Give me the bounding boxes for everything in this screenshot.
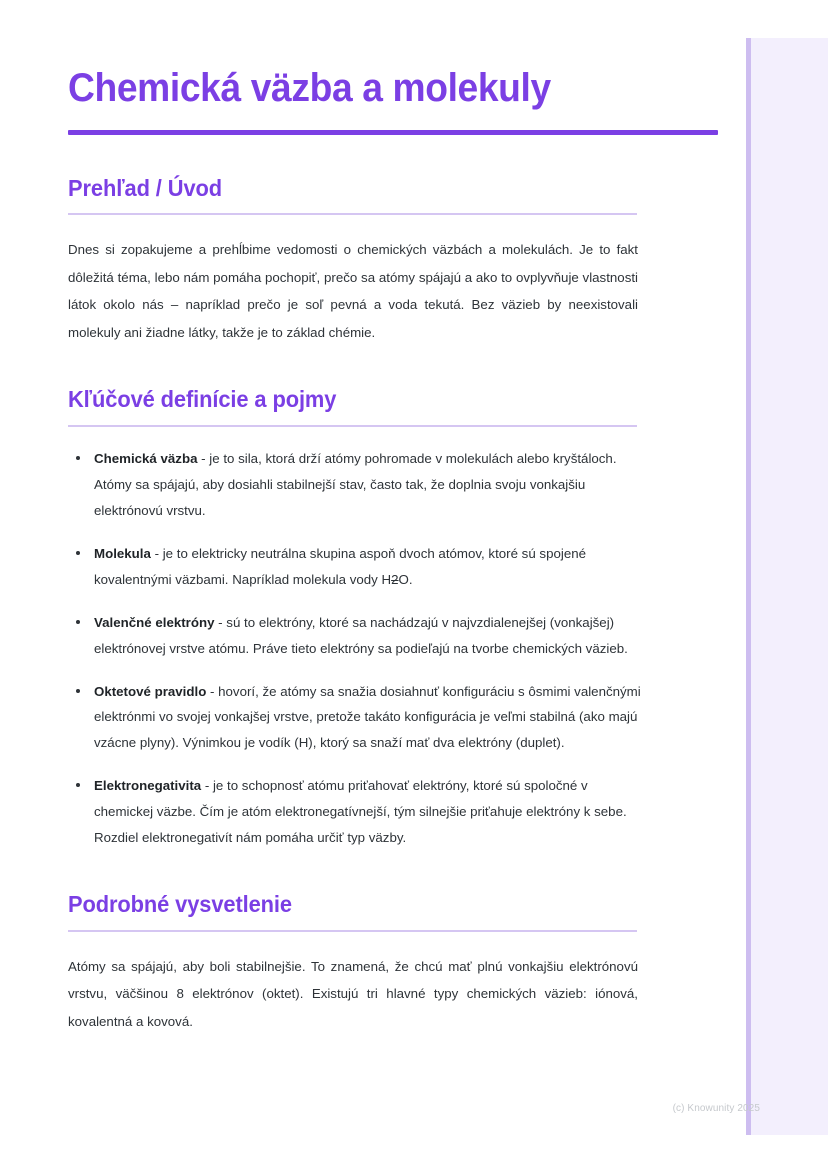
paragraph: Atómy sa spájajú, aby boli stabilnejšie. To znamená, že chcú mať plnú vonkajšiu elektrónovú vrstvu, väčšinou 8 elektrónov (oktet). Existujú tri hlavné typy chemických väzieb: iónová, kovalentná a kovová. (68, 958, 638, 1029)
list-item (68, 610, 648, 662)
definition-term: Molekula (94, 545, 151, 561)
definition-text-after: O. (398, 571, 413, 587)
definition-text: - je to sila, ktorá drží atómy pohromade v molekulách alebo kryštáloch. Atómy sa spájajú, aby dosiahli stabilnejší stav, často tak, že doplnia svoju vonkajšiu elektrónovú vrstvu. (94, 451, 617, 518)
list-item (68, 446, 648, 524)
definition-text: - je to elektricky neutrálna skupina aspoň dvoch atómov, ktoré sú spojené kovalentnými väzbami. Napríklad molekula vody H (94, 545, 587, 587)
title-divider (68, 130, 718, 135)
list-item (68, 679, 648, 757)
section-divider (68, 930, 637, 932)
section-heading: Podrobné vysvetlenie (68, 891, 292, 918)
page-title: Chemická väzba a molekuly (68, 66, 551, 110)
definition-term: Oktetové pravidlo (94, 683, 207, 699)
definitions-list (68, 446, 648, 851)
list-item (68, 773, 648, 851)
bullet-dot-icon (76, 783, 80, 787)
definition-text: - sú to elektróny, ktoré sa nachádzajú v najvzdialenejšej (vonkajšej) elektrónovej vrstve atómu. Práve tieto elektróny sa podieľajú na tvorbe chemických väzieb. (94, 614, 628, 656)
document-content (68, 0, 720, 1035)
footer-copyright: (c) Knowunity 2025 (672, 1103, 760, 1114)
bullet-dot-icon (76, 456, 80, 460)
definition-text: - je to schopnosť atómu priťahovať elektróny, ktoré sú spoločné v chemickej väzbe. Čím je atóm elektronegatívnejší, tým silnejšie priťahuje elektróny k sebe. Rozdiel elektronegativít nám pomáha určiť typ väzby. (94, 778, 627, 846)
section-heading: Prehľad / Úvod (68, 174, 223, 201)
paragraph: Dnes si zopakujeme a prehĺbime vedomosti o chemických väzbách a molekulách. Je to fakt dôležitá téma, lebo nám pomáha pochopiť, prečo sa atómy spájajú a ako to ovplyvňuje vlastnosti látok okolo nás – napríklad prečo je soľ pevná a voda tekutá. Bez väzieb by neexistovali molekuly ani žiadne látky, takže je to základ chémie. (68, 242, 638, 340)
bullet-dot-icon (76, 620, 80, 624)
bullet-dot-icon (76, 689, 80, 693)
section-divider (68, 425, 637, 427)
section-podrobne-vysvetlenie (68, 891, 720, 1035)
right-sidebar-strip-edge (746, 38, 751, 1135)
definition-term: Elektronegativita (94, 778, 202, 794)
list-item (68, 541, 648, 593)
definition-term: Valenčné elektróny (94, 614, 215, 630)
bullet-dot-icon (76, 551, 80, 555)
section-heading: Kľúčové definície a pojmy (68, 386, 337, 413)
section-divider (68, 213, 637, 215)
section-kluczove-definicie (68, 386, 720, 851)
definition-term: Chemická väzba (94, 451, 198, 467)
section-prehlad-uvod (68, 175, 720, 347)
formula-subscript: 2 (391, 571, 399, 587)
right-sidebar-strip (746, 38, 828, 1135)
definition-text: - hovorí, že atómy sa snažia dosiahnuť konfiguráciu s ôsmimi valenčnými elektrónmi vo svojej vonkajšej vrstve, pretože takáto konfigurácia je veľmi stabilná (ako majú vzácne plyny). Výnimkou je vodík (H), ktorý sa snaží mať dva elektróny (duplet). (94, 683, 641, 751)
